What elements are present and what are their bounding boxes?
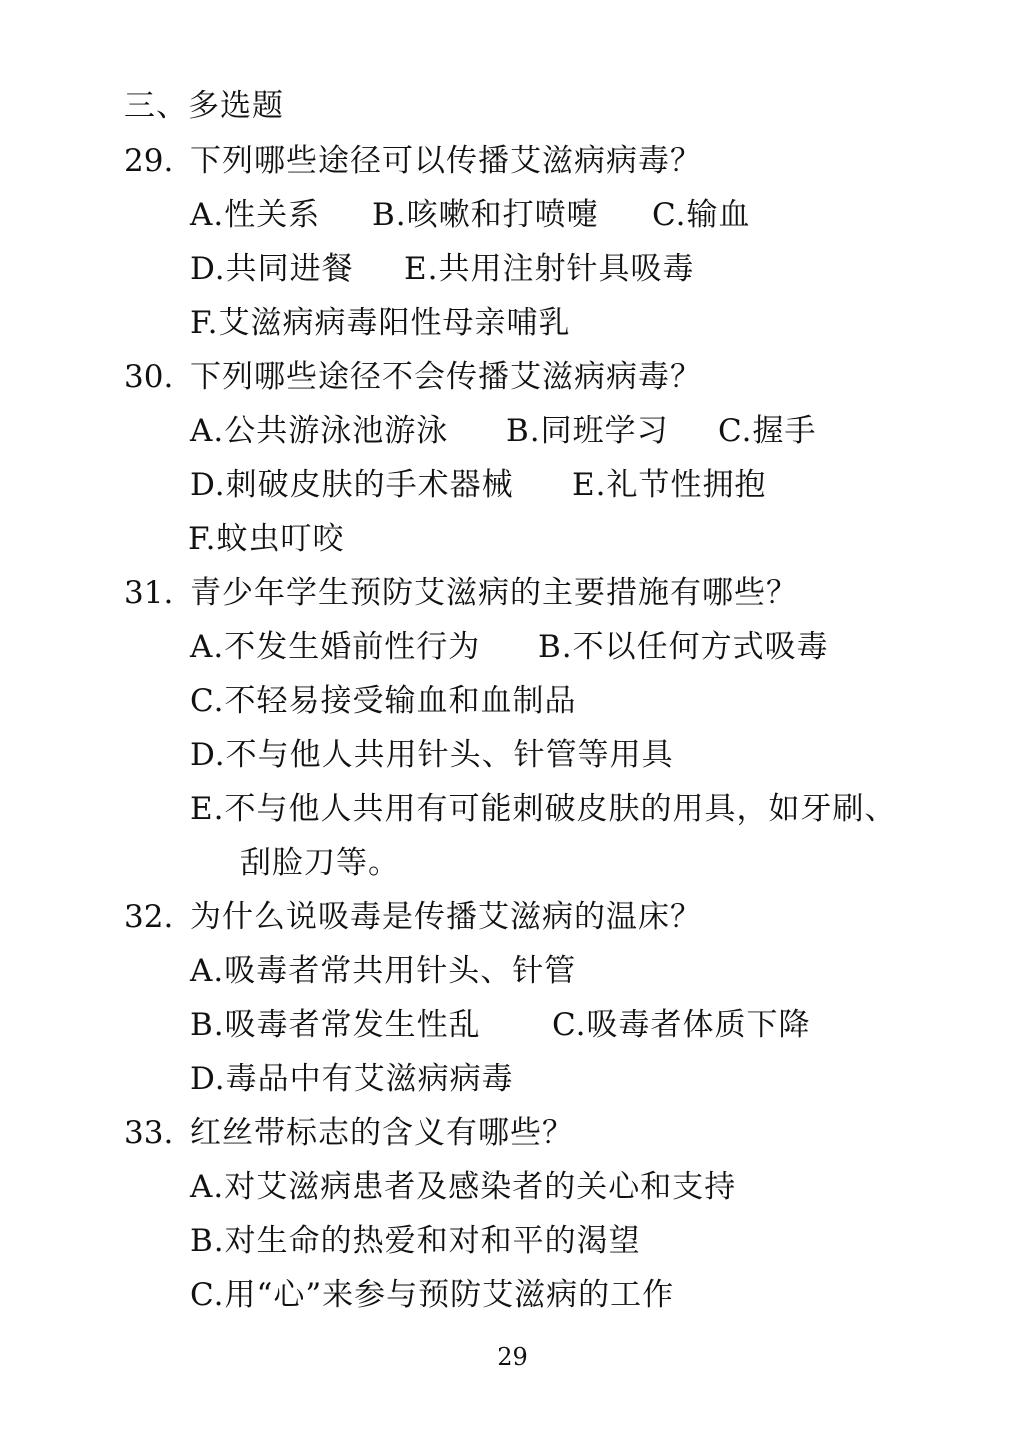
option-e-continuation: 刮脸刀等。 xyxy=(240,845,400,881)
option-e: E.共用注射针具吸毒 xyxy=(404,251,695,287)
option-a: A.公共游泳池游泳 xyxy=(190,413,449,449)
option-d: D.刺破皮肤的手术器械 xyxy=(190,467,514,503)
option-b: B.不以任何方式吸毒 xyxy=(538,629,829,665)
question-text: 下列哪些途径不会传播艾滋病病毒？ xyxy=(190,359,702,395)
question-text: 为什么说吸毒是传播艾滋病的温床？ xyxy=(190,899,702,935)
option-b: B.吸毒者常发生性乱 xyxy=(190,1007,481,1043)
option-b: B.对生命的热爱和对和平的渴望 xyxy=(190,1223,641,1259)
section-title: 三、多选题 xyxy=(124,88,284,124)
question-number: 33. xyxy=(124,1115,174,1151)
option-c: C.输血 xyxy=(652,197,751,233)
option-b: B.咳嗽和打喷嚏 xyxy=(372,197,599,233)
question-number: 31. xyxy=(124,575,174,611)
option-a: A.吸毒者常共用针头、针管 xyxy=(190,953,577,989)
option-e: E.不与他人共用有可能刺破皮肤的用具，如牙刷、 xyxy=(190,791,897,827)
option-e: E.礼节性拥抱 xyxy=(572,467,767,503)
option-f: F.蚊虫叮咬 xyxy=(188,521,345,557)
option-d: D.不与他人共用针头、针管等用具 xyxy=(190,737,674,773)
option-c: C.握手 xyxy=(718,413,817,449)
option-b: B.同班学习 xyxy=(506,413,669,449)
question-text: 红丝带标志的含义有哪些？ xyxy=(190,1115,574,1151)
option-f: F.艾滋病病毒阳性母亲哺乳 xyxy=(190,305,571,341)
page-number: 29 xyxy=(497,1343,528,1371)
option-a: A.不发生婚前性行为 xyxy=(190,629,481,665)
question-number: 32. xyxy=(124,899,174,935)
option-c: C.吸毒者体质下降 xyxy=(552,1007,811,1043)
question-text: 下列哪些途径可以传播艾滋病病毒？ xyxy=(190,143,702,179)
question-text: 青少年学生预防艾滋病的主要措施有哪些？ xyxy=(190,575,798,611)
option-c: C.不轻易接受输血和血制品 xyxy=(190,683,577,719)
option-a: A.性关系 xyxy=(190,197,321,233)
option-d: D.毒品中有艾滋病病毒 xyxy=(190,1061,514,1097)
question-number: 29. xyxy=(124,143,174,179)
question-number: 30. xyxy=(124,359,174,395)
option-a: A.对艾滋病患者及感染者的关心和支持 xyxy=(190,1169,737,1205)
option-c: C.用“心”来参与预防艾滋病的工作 xyxy=(190,1277,675,1313)
option-d: D.共同进餐 xyxy=(190,251,354,287)
